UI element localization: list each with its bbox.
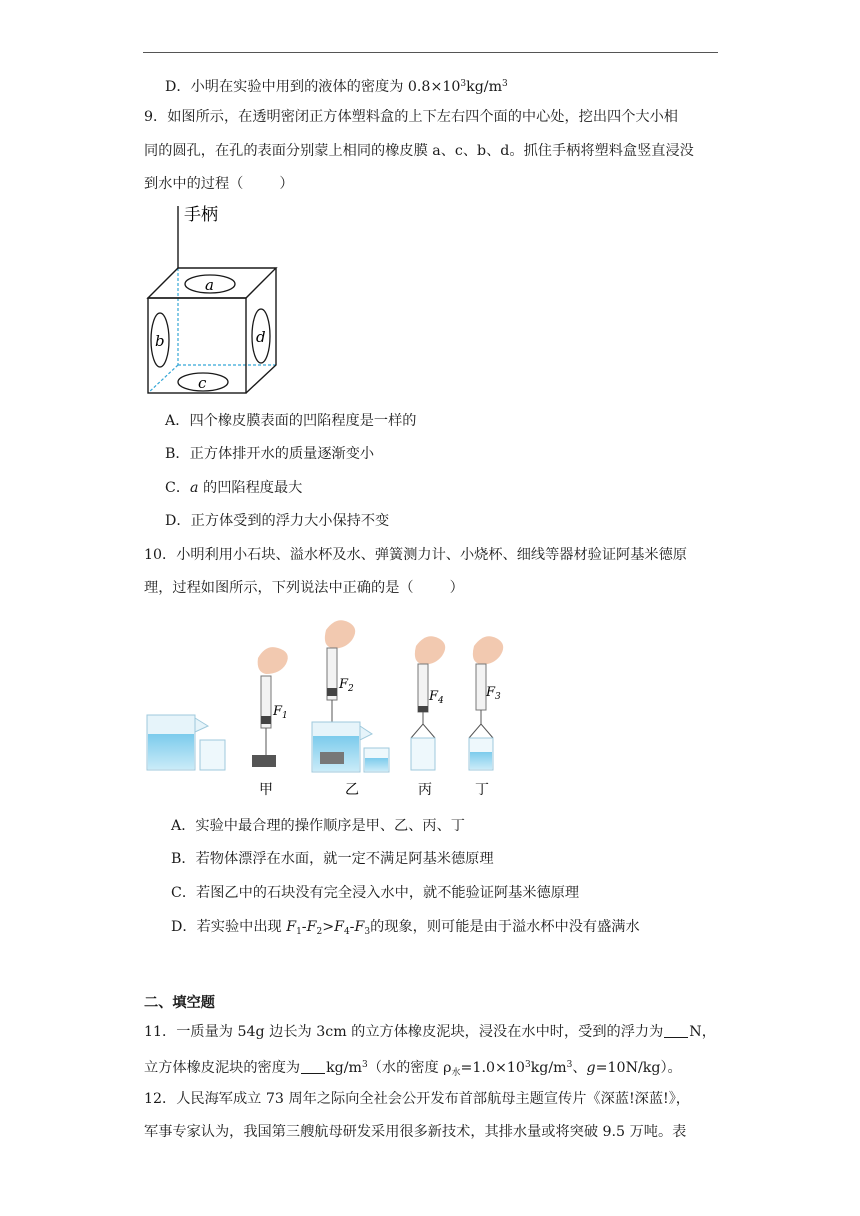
q11-blank-1[interactable]: [664, 1023, 688, 1038]
q10-stem-line1: 10．小明利用小石块、溢水杯及水、弹簧测力计、小烧杯、细线等器材验证阿基米德原: [144, 547, 687, 563]
q10-option-d[interactable]: D．若实验中出现 $F_1-F_2>F_4-F_3$的现象，则可能是由于溢水杯中没有盛满水: [171, 919, 640, 937]
force-label-yi: $F_2$: [339, 677, 354, 694]
membrane-d-label: d: [256, 328, 266, 346]
small-beaker-jia: [200, 740, 225, 770]
q11-line2: 立方体橡皮泥块的密度为 $kg/m^3$（水的密度 $\rho_水=1.0\times 10^3kg/m^3$、g=10N/kg）。: [144, 1060, 682, 1078]
small-beaker-yi: [364, 748, 389, 772]
q9-option-a[interactable]: A．四个橡皮膜表面的凹陷程度是一样的: [165, 413, 417, 429]
section-title-fill-in: 二、填空题: [144, 995, 215, 1011]
q11-line1: 11．一质量为 54g 边长为 3cm 的立方体橡皮泥块，浸没在水中时，受到的浮力为 N，: [144, 1024, 716, 1040]
label-bing: 丙: [418, 782, 432, 798]
q11-blank-2[interactable]: [301, 1059, 325, 1074]
q10-experiment-figure: [140, 612, 520, 802]
q9-stem-line2: 同的圆孔，在孔的表面分别蒙上相同的橡皮膜 a、c、b、d。抓住手柄将塑料盒竖直浸没: [144, 143, 694, 159]
force-label-jia: $F_1$: [273, 704, 288, 721]
q8-option-d[interactable]: D．小明在实验中用到的液体的密度为 $0.8\times 10^3kg/m^3$: [165, 79, 508, 95]
stone-yi: [320, 752, 344, 764]
q10-stem-line2: 理，过程如图所示，下列说法中正确的是（ ）: [144, 580, 464, 596]
label-ding: 丁: [475, 782, 489, 798]
overflow-cup-yi: [312, 722, 372, 772]
q10-option-c[interactable]: C．若图乙中的石块没有完全浸入水中，就不能验证阿基米德原理: [171, 885, 580, 901]
membrane-b-label: b: [155, 332, 165, 350]
q9-option-b[interactable]: B．正方体排开水的质量逐渐变小: [165, 446, 375, 462]
q9-option-d[interactable]: D．正方体受到的浮力大小保持不变: [165, 513, 390, 529]
spring-scale-jia: [252, 647, 288, 767]
membrane-a-label: a: [205, 276, 214, 294]
handle-label: 手柄: [184, 205, 218, 225]
q12-line2: 军事专家认为，我国第三艘航母研发采用很多新技术，其排水量或将突破 9.5 万吨。表: [144, 1124, 687, 1140]
q9-stem-line3: 到水中的过程（ ）: [144, 176, 294, 192]
q9-stem-line1: 9．如图所示，在透明密闭正方体塑料盒的上下左右四个面的中心处，挖出四个大小相: [144, 109, 678, 125]
spring-scale-ding: [469, 636, 503, 770]
header-rule: [143, 52, 718, 53]
q12-line1: 12．人民海军成立 73 周年之际向全社会公开发布首部航母主题宣传片《深蓝!深蓝!》，: [144, 1091, 690, 1107]
q9-option-c[interactable]: C．a 的凹陷程度最大: [165, 480, 303, 496]
force-label-ding: $F_3$: [486, 685, 501, 702]
q10-option-a[interactable]: A．实验中最合理的操作顺序是甲、乙、丙、丁: [171, 818, 465, 834]
label-yi: 乙: [345, 782, 359, 798]
q10-option-b[interactable]: B．若物体漂浮在水面，就一定不满足阿基米德原理: [171, 851, 494, 867]
force-label-bing: $F_4$: [429, 689, 444, 706]
overflow-cup-jia: [147, 715, 208, 770]
membrane-c-label: c: [198, 374, 207, 392]
stone-jia: [252, 755, 276, 767]
q9-cube-figure: [140, 200, 290, 400]
label-jia: 甲: [259, 782, 273, 798]
